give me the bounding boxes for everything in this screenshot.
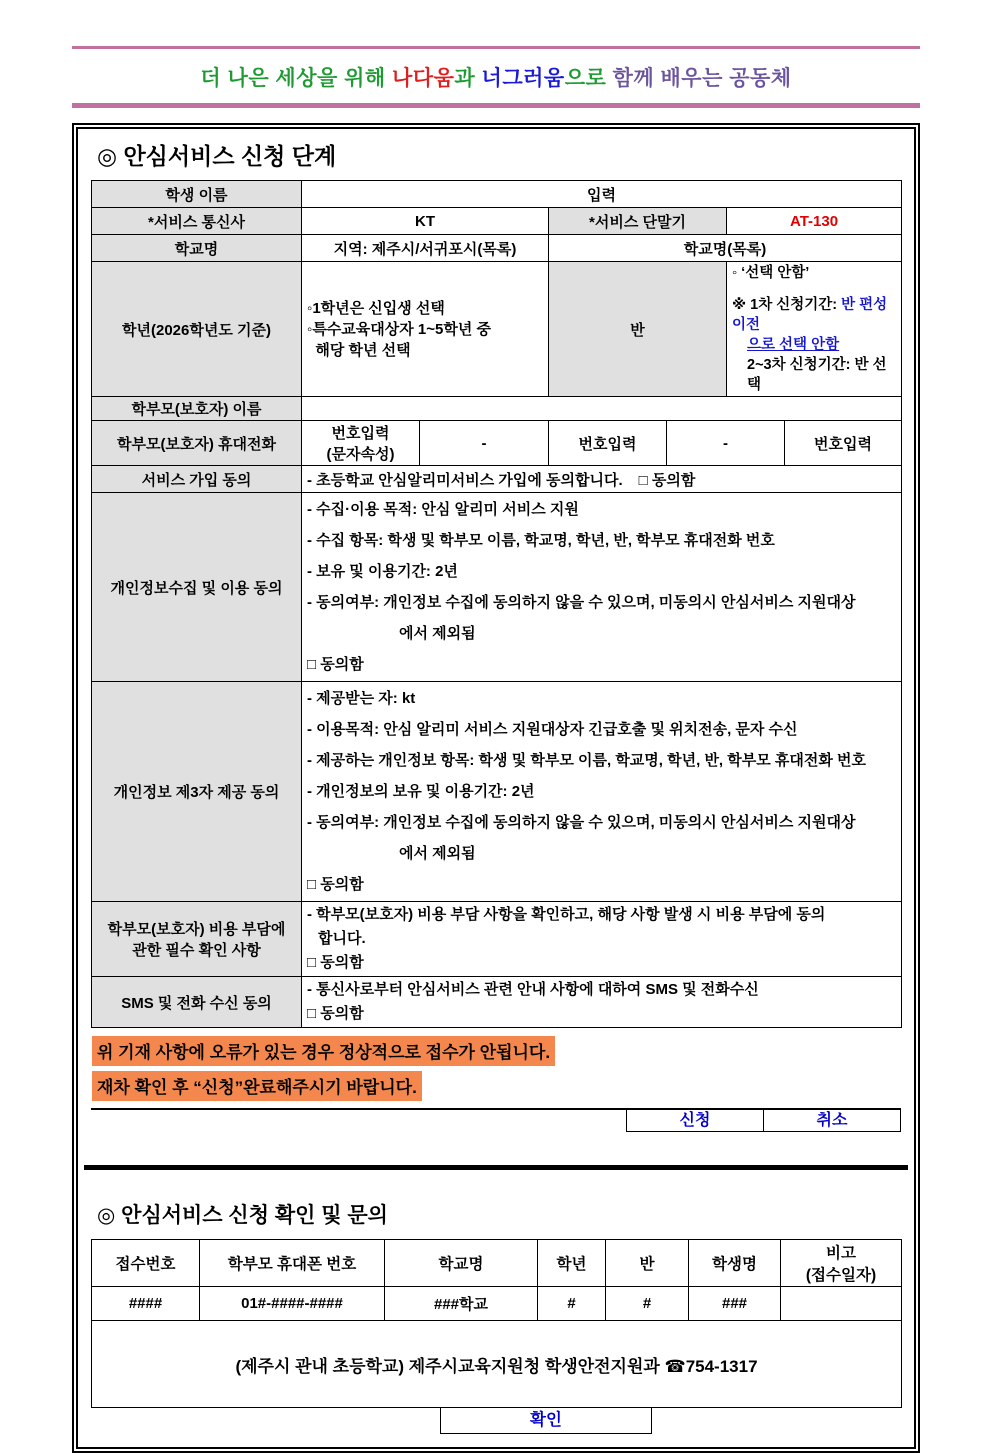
col-school: 학교명 <box>385 1240 538 1287</box>
service-consent-text: - 초등학교 안심알리미서비스 가입에 동의합니다. □ 동의함 <box>302 466 902 493</box>
motto-part2: 나다움 <box>392 67 455 90</box>
cancel-button[interactable]: 취소 <box>764 1110 901 1132</box>
third-party-label: 개인정보 제3자 제공 동의 <box>92 682 302 902</box>
motto-part1: 더 나은 세상을 위해 <box>200 67 393 90</box>
section-divider <box>84 1165 908 1170</box>
service-agree-checkbox[interactable]: □ 동의함 <box>638 471 696 489</box>
grade-option-2: ◦특수교육대상자 1~5학년 중 <box>307 320 491 338</box>
warning-line-2: 재차 확인 후 “신청”완료해주시기 바랍니다. <box>92 1071 422 1101</box>
class-period-note-3: 2~3차 신청기간: 반 선택 <box>747 357 887 393</box>
header-rule-top <box>72 46 920 49</box>
cell-parent-phone: 01#-####-#### <box>200 1287 385 1321</box>
third-party-agree-checkbox[interactable]: □ 동의함 <box>307 876 364 893</box>
header-rule-bottom <box>72 103 920 108</box>
cost-term-line: - 학부모(보호자) 비용 부담 사항을 확인하고, 해당 사항 발생 시 비용 부담에 동의 <box>307 906 826 923</box>
privacy-term-line: - 보유 및 이용기간: 2년 <box>307 563 458 580</box>
cost-confirm-label: 학부모(보호자) 비용 부담에 관한 필수 확인 사항 <box>92 902 302 977</box>
col-note: 비고 (접수일자) <box>781 1240 902 1287</box>
class-period-note-2: 으로 선택 안함 <box>747 337 840 353</box>
cost-agree-checkbox[interactable]: □ 동의함 <box>307 954 364 971</box>
privacy-term-line: - 수집·이용 목적: 안심 알리미 서비스 지원 <box>307 501 579 518</box>
grade-option-1: ◦1학년은 신입생 선택 <box>307 299 445 317</box>
col-parent-phone: 학부모 휴대폰 번호 <box>200 1240 385 1287</box>
parent-name-label: 학부모(보호자) 이름 <box>92 397 302 421</box>
motto-part3: 과 <box>454 67 482 90</box>
cell-receipt-no: #### <box>92 1287 200 1321</box>
device-value[interactable]: AT-130 <box>727 208 902 235</box>
phone-field-2[interactable]: 번호입력 <box>549 421 667 466</box>
grade-label: 학년(2026학년도 기준) <box>92 262 302 397</box>
class-no-select-option: ◦ ‘선택 안함’ <box>732 265 810 281</box>
third-party-term-line: - 제공받는 자: kt <box>307 690 416 707</box>
application-form-box <box>72 123 920 1453</box>
class-label: 반 <box>549 262 727 397</box>
application-table <box>91 180 902 1028</box>
cell-class: # <box>606 1287 689 1321</box>
action-button-row <box>91 1108 901 1132</box>
cell-grade: # <box>538 1287 606 1321</box>
third-party-term-line: - 제공하는 개인정보 항목: 학생 및 학부모 이름, 학교명, 학년, 반, 학부모 휴대전화 번호 <box>307 752 867 769</box>
device-label: *서비스 단말기 <box>549 208 727 235</box>
grade-select-info[interactable] <box>302 262 549 397</box>
motto-part5: 으로 <box>564 67 613 90</box>
carrier-value[interactable]: KT <box>302 208 549 235</box>
student-name-input[interactable]: 입력 <box>302 181 902 208</box>
third-party-term-line: - 동의여부: 개인정보 수집에 동의하지 않을 수 있으며, 미동의시 안심서비스 지원대상 <box>307 814 856 831</box>
student-name-label: 학생 이름 <box>92 181 302 208</box>
warning-notice <box>92 1036 901 1101</box>
privacy-collect-terms <box>302 493 902 682</box>
phone-field-1[interactable]: 번호입력 (문자속성) <box>302 421 420 466</box>
submit-button[interactable]: 신청 <box>626 1110 764 1132</box>
privacy-term-line-cont: 에서 제외됨 <box>399 625 476 642</box>
cost-confirm-terms <box>302 902 902 977</box>
form-title: ◎ 안심서비스 신청 단계 <box>97 143 337 169</box>
cost-term-line-cont: 합니다. <box>318 930 366 947</box>
confirm-button[interactable]: 확인 <box>440 1408 652 1434</box>
cell-school: ###학교 <box>385 1287 538 1321</box>
parent-name-input[interactable] <box>302 397 902 421</box>
third-party-term-line: - 개인정보의 보유 및 이용기간: 2년 <box>307 783 535 800</box>
class-period-note-1: ※ 1차 신청기간: 반 편성 이전 <box>732 297 888 333</box>
class-select-info[interactable] <box>727 262 902 397</box>
phone-dash-1: - <box>420 421 549 466</box>
privacy-collect-agree-checkbox[interactable]: □ 동의함 <box>307 656 364 673</box>
parent-phone-label: 학부모(보호자) 휴대전화 <box>92 421 302 466</box>
col-class: 반 <box>606 1240 689 1287</box>
cell-note <box>781 1287 902 1321</box>
third-party-term-line-cont: 에서 제외됨 <box>399 845 476 862</box>
school-label: 학교명 <box>92 235 302 262</box>
third-party-terms <box>302 682 902 902</box>
school-motto <box>0 62 992 92</box>
privacy-collect-label: 개인정보수집 및 이용 동의 <box>92 493 302 682</box>
inquiry-table <box>91 1239 902 1408</box>
col-grade: 학년 <box>538 1240 606 1287</box>
motto-part4: 너그러움 <box>481 67 565 90</box>
sms-consent-label: SMS 및 전화 수신 동의 <box>92 977 302 1028</box>
sms-consent-terms <box>302 977 902 1028</box>
warning-line-1: 위 기재 사항에 오류가 있는 경우 정상적으로 접수가 안됩니다. <box>92 1036 555 1066</box>
school-region-select[interactable]: 지역: 제주시/서귀포시(목록) <box>302 235 549 262</box>
inquiry-data-row <box>92 1287 902 1321</box>
grade-option-2b: 해당 학년 선택 <box>307 341 411 359</box>
col-receipt-no: 접수번호 <box>92 1240 200 1287</box>
privacy-term-line: - 동의여부: 개인정보 수집에 동의하지 않을 수 있으며, 미동의시 안심서비스 지원대상 <box>307 594 856 611</box>
sms-agree-checkbox[interactable]: □ 동의함 <box>307 1005 364 1022</box>
third-party-term-line: - 이용목적: 안심 알리미 서비스 지원대상자 긴급호출 및 위치전송, 문자 수신 <box>307 721 798 738</box>
sms-term-line: - 통신사로부터 안심서비스 관련 안내 사항에 대하여 SMS 및 전화수신 <box>307 981 759 998</box>
service-consent-label: 서비스 가입 동의 <box>92 466 302 493</box>
carrier-label: *서비스 통신사 <box>92 208 302 235</box>
inquiry-title: ◎ 안심서비스 신청 확인 및 문의 <box>97 1204 388 1227</box>
phone-field-3[interactable]: 번호입력 <box>785 421 902 466</box>
phone-dash-2: - <box>667 421 785 466</box>
contact-info: (제주시 관내 초등학교) 제주시교육지원청 학생안전지원과 ☎754-1317 <box>92 1321 902 1408</box>
motto-part6: 함께 배우는 공동체 <box>612 67 792 90</box>
privacy-term-line: - 수집 항목: 학생 및 학부모 이름, 학교명, 학년, 반, 학부모 휴대전화 번호 <box>307 532 775 549</box>
cell-student: ### <box>689 1287 781 1321</box>
col-student: 학생명 <box>689 1240 781 1287</box>
school-name-select[interactable]: 학교명(목록) <box>549 235 902 262</box>
